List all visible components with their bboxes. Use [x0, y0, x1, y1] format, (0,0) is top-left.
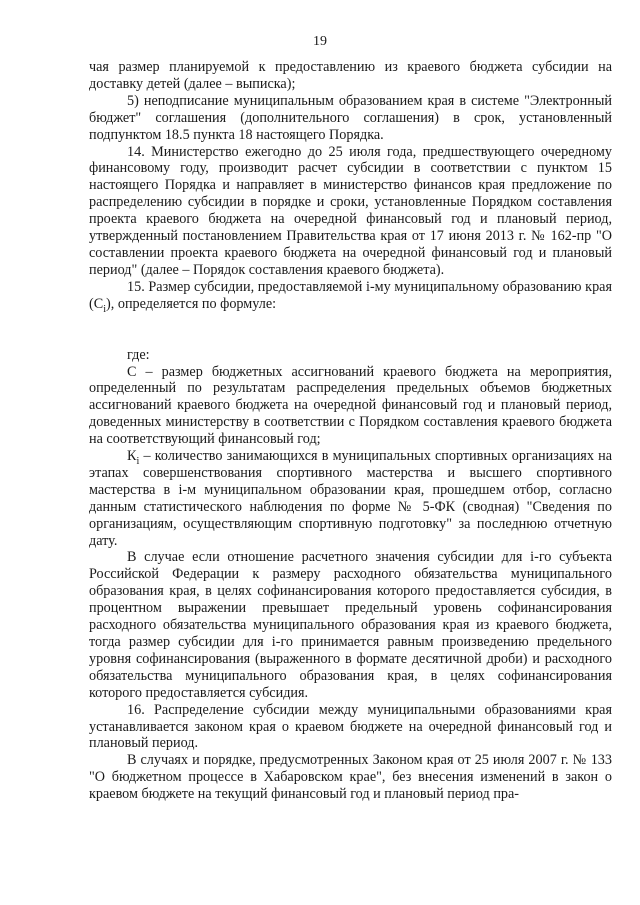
definition-c: С – размер бюджетных ассигнований краевого бюджета на мероприятия, определенный по результатам распределения предельных объемов бюджетных ассигнований краевого бюджета на очередной финансовый год и плановый период, доведенных министерству в соответствии с Порядком составления краевого бюджета на соответствующий финансовый год; — [89, 363, 612, 448]
paragraph-case: В случае если отношение расчетного значения субсидии для i-го субъекта Российской Федерации к размеру расходного обязательства муниципального образования края, в целях софинансирования которого предоставляется субсидия, в процентном выражении превышает предельный уровень софинансирования расходного обязательства муниципального образования края из краевого бюджета, тогда размер субсидии для i-го принимается равным произведению предельного уровня софинансирования (выраженного в формате десятичной дроби) и расходного обязательства муниципального образования края, в целях софинансирования которого предоставляется субсидия. — [89, 549, 612, 701]
definition-k-text: – количество занимающихся в муниципальных спортивных организациях на этапах совершенствования спортивного мастерства и высшего спортивного мастерства в i-м муниципальном образовании края, прошедшем отбор, согласно данным статистического наблюдения по форме № 5-ФК (сводная) "Сведения по организациям, осуществляющим спортивную подготовку" за последнюю отчетную дату. — [89, 448, 612, 549]
where-label: где: — [127, 346, 150, 363]
paragraph-15-before: 15. Размер субсидии, предоставляемой i-му муниципальному образованию края (С — [89, 278, 612, 312]
paragraph-item-5: 5) неподписание муниципальным образованием края в системе "Электронный бюджет" соглашения (дополнительного соглашения) в срок, установленный подпунктом 18.5 пункта 18 настоящего Порядка. — [89, 92, 612, 143]
paragraph-continuation: чая размер планируемой к предоставлению из краевого бюджета субсидии на доставку детей (далее – выписка); — [89, 59, 612, 92]
paragraph-14: 14. Министерство ежегодно до 25 июля года, предшествующего очередному финансовому году, производит расчет субсидии в соответствии с пунктом 15 настоящего Порядка и направляет в министерство финансов края предложение по распределению субсидии в порядке и сроки, установленные Порядком составления проекта краевого бюджета на очередной финансовый год и плановый период, утвержденный постановлением Правительства края от 17 июня 2013 г. № 162-пр "О составлении проекта краевого бюджета на очередной финансовый год и плановый период" (далее – Порядок составления краевого бюджета). — [89, 143, 612, 278]
definition-k-symbol: К — [127, 448, 137, 465]
paragraph-law: В случаях и порядке, предусмотренных Законом края от 25 июля 2007 г. № 133 "О бюджетном процессе в Хабаровском крае", без внесения изменений в закон о краевом бюджете на текущий финансовый год и плановый период пра- — [89, 752, 612, 803]
formula-area — [89, 313, 612, 347]
definition-k — [89, 448, 612, 549]
definition-k-subscript: i — [136, 455, 140, 467]
paragraph-15-after: ), определяется по формуле: — [106, 295, 277, 312]
paragraph-15 — [89, 279, 612, 313]
paragraph-16: 16. Распределение субсидии между муниципальными образованиями края устанавливается законом края о краевом бюджете на очередной финансовый год и плановый период. — [89, 701, 612, 752]
page-number: 19 — [313, 34, 327, 49]
paragraph-15-subscript: i — [103, 303, 107, 315]
body-text — [89, 59, 612, 803]
